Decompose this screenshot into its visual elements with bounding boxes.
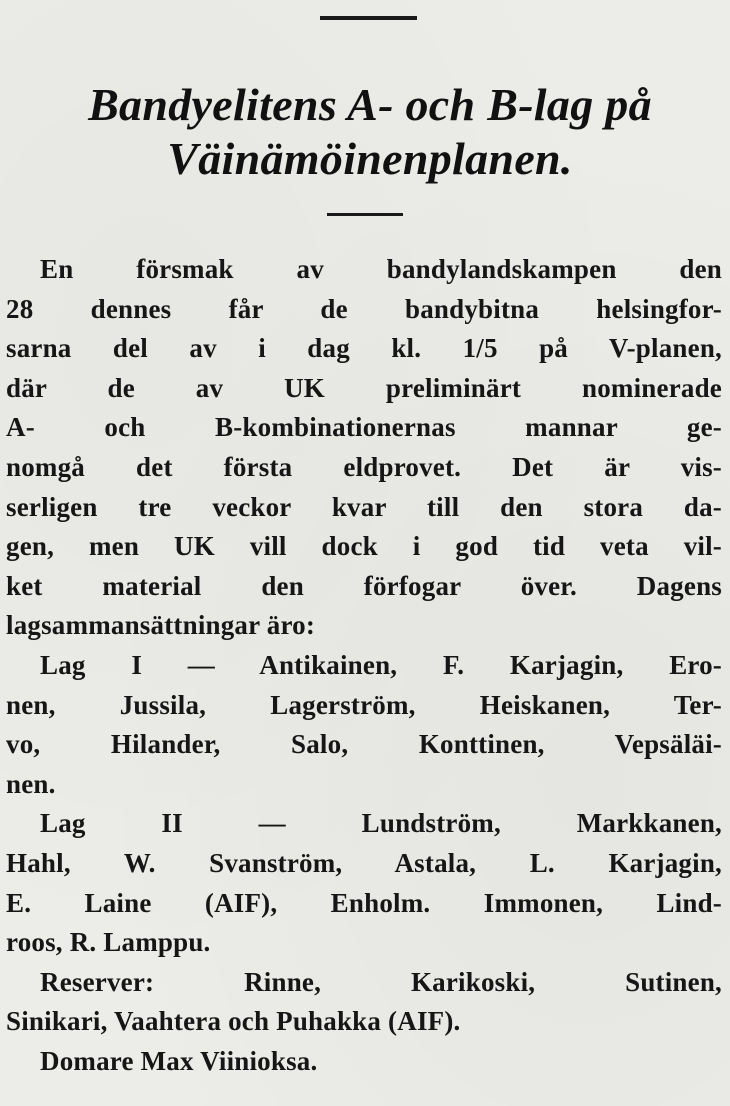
team-line: roos, R. Lamppu.	[6, 927, 211, 958]
headline-divider-rule	[327, 213, 403, 216]
team-line: vo, Hilander, Salo, Konttinen, Vepsäläi-	[6, 729, 722, 760]
reserves-line: Sinikari, Vaahtera och Puhakka (AIF).	[6, 1006, 461, 1037]
team-line: Lag I — Antikainen, F. Karjagin, Ero-	[40, 649, 722, 680]
body-line: gen, men UK vill dock i god tid veta vil-	[6, 531, 722, 562]
article-headline	[14, 78, 726, 186]
reserves-line: Reserver: Rinne, Karikoski, Sutinen,	[40, 966, 722, 997]
body-line: lagsammansättningar äro:	[6, 610, 316, 641]
headline-line: Bandyelitens A- och B-lag på	[88, 79, 652, 130]
body-line: A- och B-kombinationernas mannar ge-	[6, 412, 722, 443]
team-line: E. Laine (AIF), Enholm. Immonen, Lind-	[6, 887, 722, 918]
team-line: Hahl, W. Svanström, Astala, L. Karjagin,	[6, 847, 722, 878]
body-line: serligen tre veckor kvar till den stora da-	[6, 491, 722, 522]
team-line: Lag II — Lundström, Markkanen,	[40, 808, 722, 839]
top-divider-rule	[320, 16, 417, 20]
team-line: nen, Jussila, Lagerström, Heiskanen, Ter-	[6, 689, 722, 720]
team-line: nen.	[6, 768, 56, 799]
body-line: 28 dennes får de bandybitna helsingfor-	[6, 293, 722, 324]
referee-line: Domare Max Viinioksa.	[40, 1045, 318, 1076]
body-line: ket material den förfogar över. Dagens	[6, 570, 722, 601]
headline-line: Väinämöinenplanen.	[167, 133, 573, 184]
body-line: nomgå det första eldprovet. Det är vis-	[6, 451, 722, 482]
body-line: där de av UK preliminärt nominerade	[6, 372, 722, 403]
body-line: En försmak av bandylandskampen den	[40, 254, 722, 284]
article-body	[6, 250, 722, 1081]
body-line: sarna del av i dag kl. 1/5 på V-planen,	[6, 333, 722, 364]
